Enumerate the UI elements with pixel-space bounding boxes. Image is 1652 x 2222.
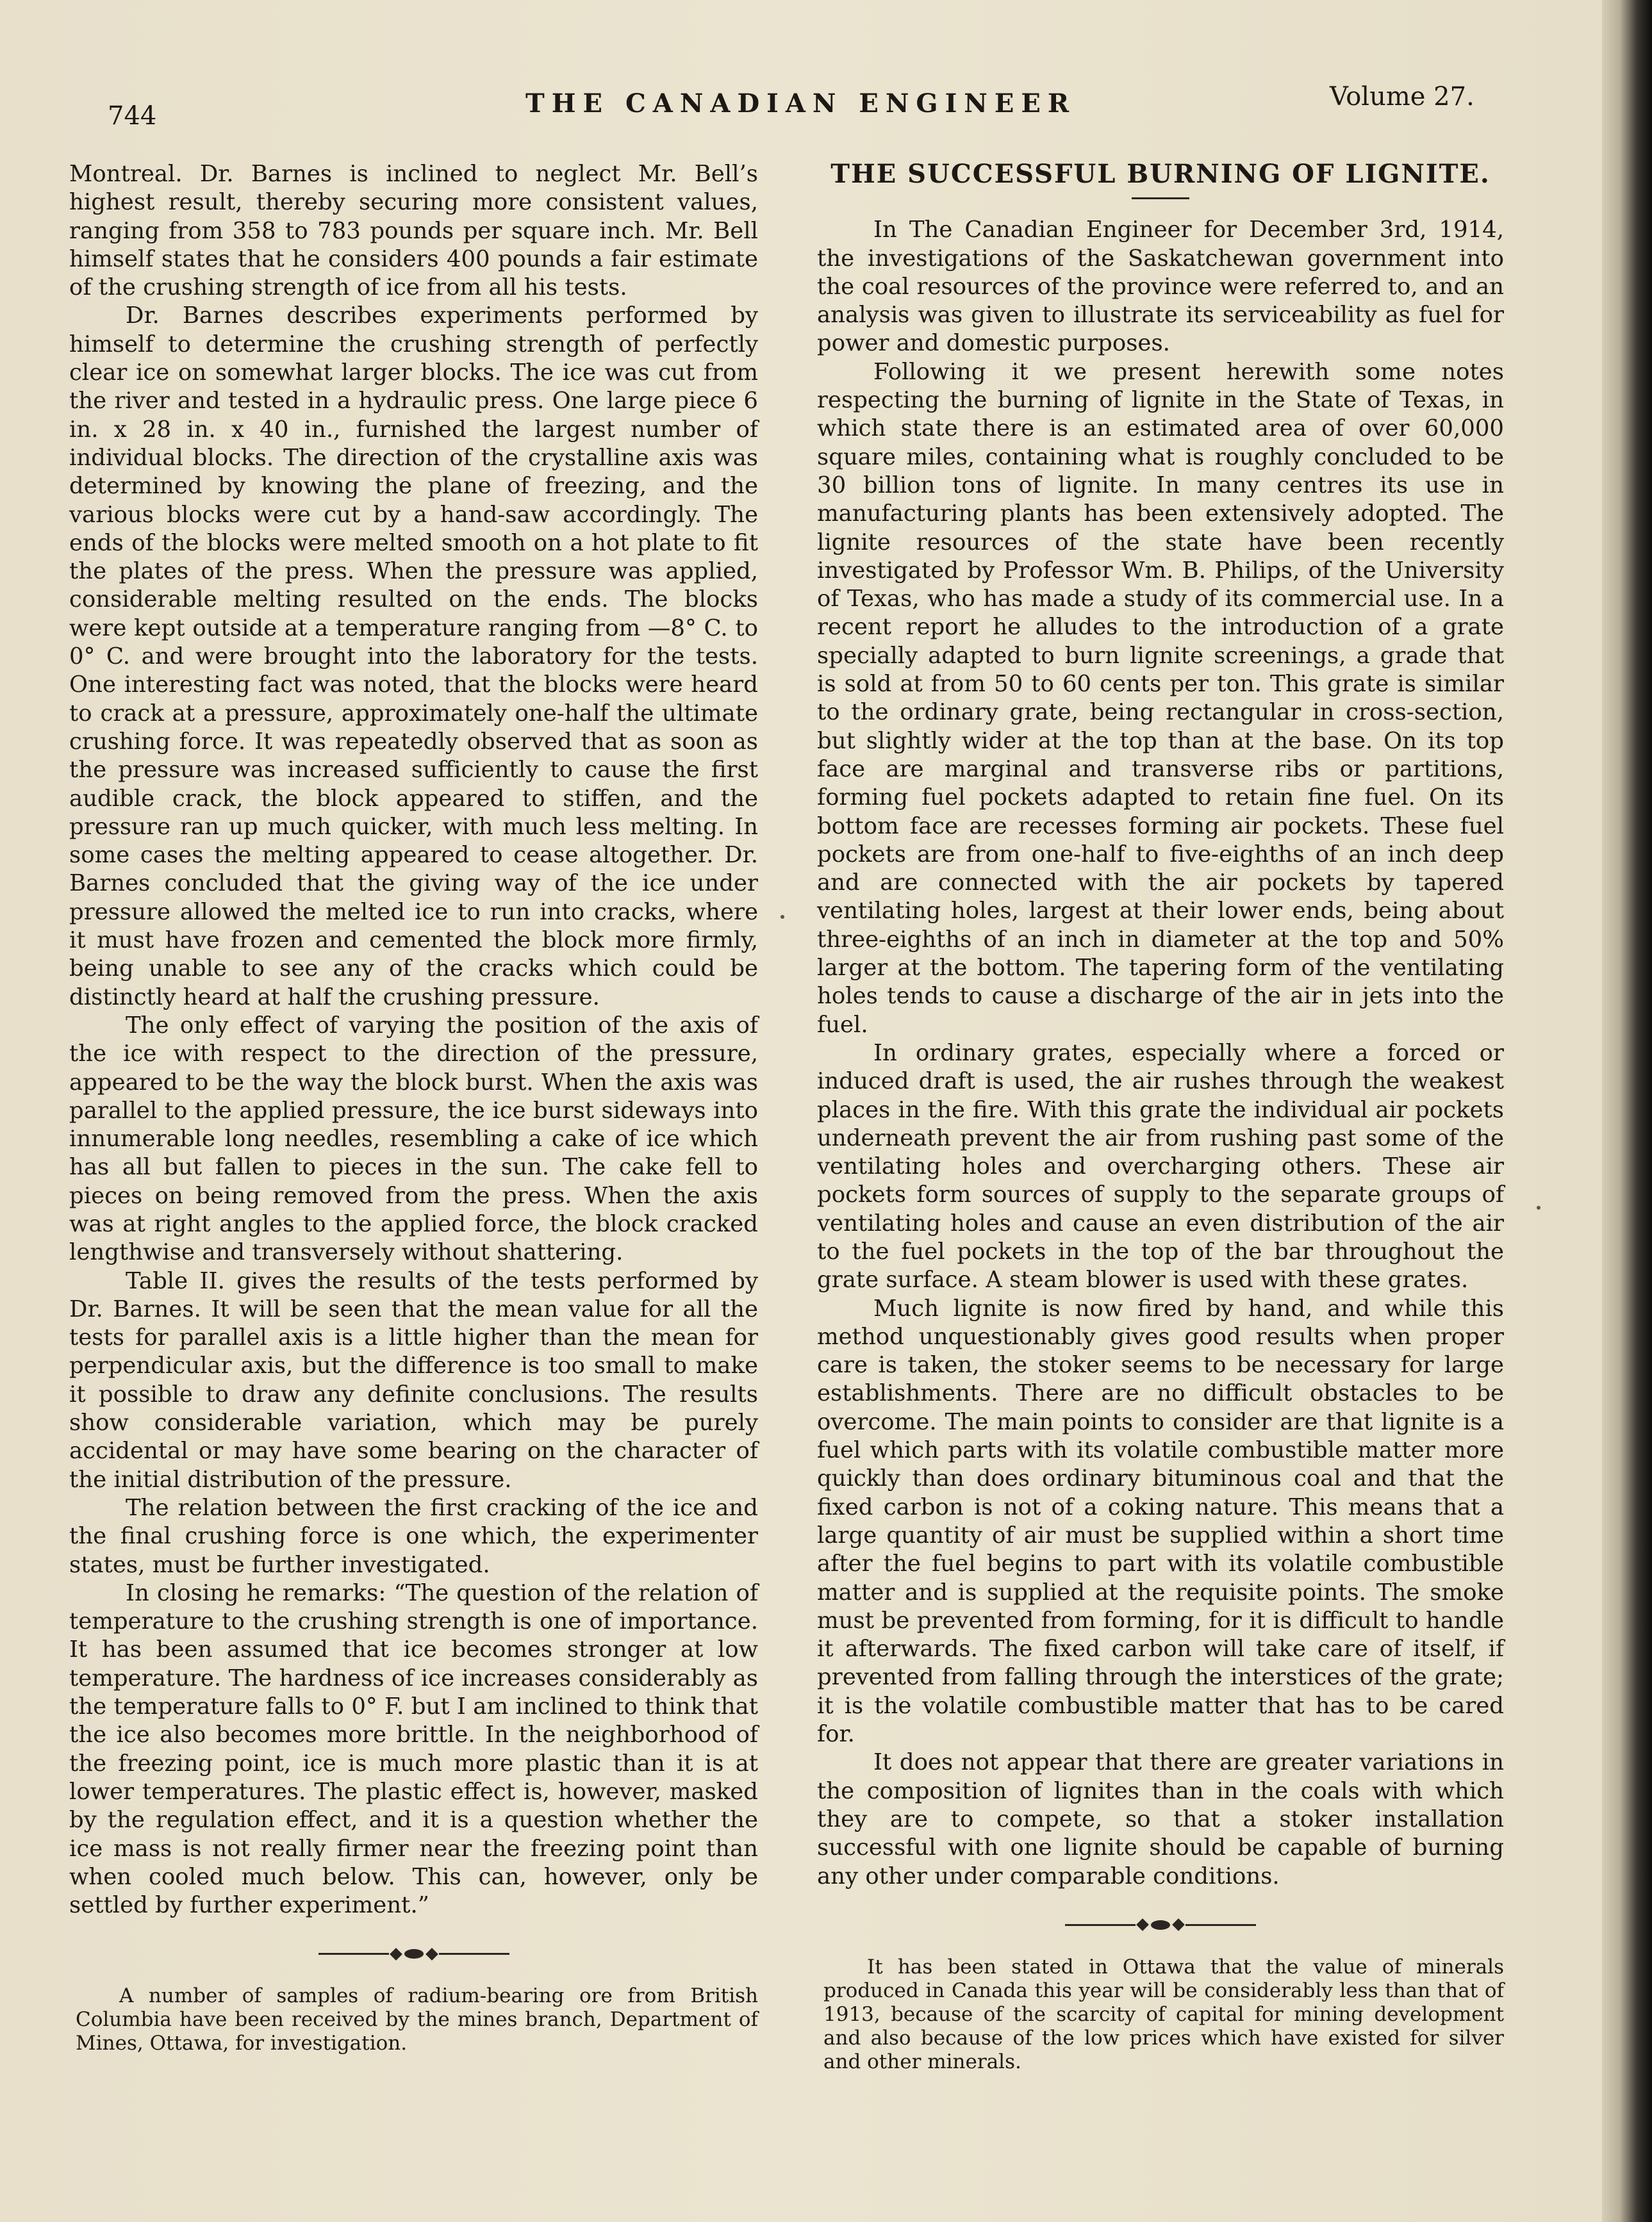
journal-title: THE CANADIAN ENGINEER [525,88,1077,119]
note-text: It has been stated in Ottawa that the value of minerals produced in Canada this year will be considerably less than that of 1913, because of the scarcity of capital for mining development and also because of the low prices which have existed for silver and other minerals. [823,1955,1504,2073]
print-speck [781,915,784,919]
paragraph: The only effect of varying the position of the axis of the ice with respect to the direction of the pressure, appeared to be the way the block burst. When the axis was parallel to the applied pressure, the ice burst sideways into innumerable long needles, resembling a cake of ice which has all but fallen to pieces in the sun. The cake fell to pieces on being removed from the press. When the axis was at right angles to the applied force, the block cracked lengthwise and transversely without shattering. [69,1012,758,1266]
paragraph: It does not appear that there are greater variations in the composition of lignites than in the coals with which they are to compete, so that a stoker installation successful with one lignite should be capable of burning any other under comparable conditions. [817,1749,1504,1889]
paragraph: Montreal. Dr. Barnes is inclined to neglect Mr. Bell’s highest result, thereby securing more consistent values, ranging from 358 to 783 pounds per square inch. Mr. Bell himself states that he considers 400 pounds a fair estimate of the crushing strength of ice from all his tests. [69,161,758,301]
paragraph: Following it we present herewith some notes respecting the burning of lignite in the State of Texas, in which state there is an estimated area of over 60,000 square miles, containing what is roughly concluded to be 30 billion tons of lignite. In many centres its use in manufacturing plants has been extensively adopted. The lignite resources of the state have been recently investigated by Professor Wm. B. Philips, of the University of Texas, who has made a study of its commercial use. In a recent report he alludes to the introduction of a grate specially adapted to burn lignite screenings, a grade that is sold at from 50 to 60 cents per ton. This grate is similar to the ordinary grate, being rectangular in cross-section, but slightly wider at the top than at the base. On its top face are marginal and transverse ribs or partitions, forming fuel pockets adapted to retain fine fuel. On its bottom face are recesses forming air pockets. These fuel pockets are from one-half to five-eighths of an inch deep and are connected with the air pockets by tapered ventilating holes, largest at their lower ends, being about three-eighths of an inch in diameter at the top and 50% larger at the bottom. The tapering form of the ventilating holes tends to cause a discharge of the air in jets into the fuel. [817,358,1504,1038]
news-note [69,1984,758,2055]
paragraph: Dr. Barnes describes experiments performed by himself to determine the crushing strength of perfectly clear ice on somewhat larger blocks. The ice was cut from the river and tested in a hydraulic press. One large piece 6 in. x 28 in. x 40 in., furnished the largest number of individual blocks. The direction of the crystalline axis was determined by knowing the plane of freezing, and the various blocks were cut by a hand-saw accordingly. The ends of the blocks were melted smooth on a hot plate to fit the plates of the press. When the pressure was applied, considerable melting resulted on the ends. The blocks were kept outside at a temperature ranging from —8° C. to 0° C. and were brought into the laboratory for the tests. One interesting fact was noted, that the blocks were heard to crack at a pressure, approximately one-half the ultimate crushing force. It was repeatedly observed that as soon as the pressure was increased sufficiently to cause the first audible crack, the block appeared to stiffen, and the pressure ran up much quicker, with much less melting. In some cases the melting appeared to cease altogether. Dr. Barnes concluded that the giving way of the ice under pressure allowed the melted ice to run into cracks, where it must have frozen and cemented the block more firmly, being unable to see any of the cracks which could be distinctly heard at half the crushing pressure. [69,302,758,1010]
section-divider [817,1920,1504,1930]
left-column [69,160,758,2055]
page-number: 744 [108,101,157,131]
paragraph: The relation between the first cracking of the ice and the final crushing force is one which, the experimenter states, must be further investigated. [69,1494,758,1578]
volume-label: Volume 27. [1330,82,1474,111]
section-divider [69,1949,758,1959]
news-note [817,1955,1504,2074]
paragraph: In closing he remarks: “The question of the relation of temperature to the crushing strength is one of importance. It has been assumed that ice becomes stronger at low temperature. The hardness of ice increases considerably as the temperature falls to 0° F. but I am inclined to think that the ice also becomes more brittle. In the neighborhood of the freezing point, ice is much more plastic than it is at lower temperatures. The plastic effect is, however, masked by the regulation effect, and it is a question whether the ice mass is not really firmer near the freezing point than when cooled much below. This can, however, only be settled by further experiment.” [69,1579,758,1919]
paragraph: In ordinary grates, especially where a forced or induced draft is used, the air rushes through the weakest places in the fire. With this grate the individual air pockets underneath prevent the air from rushing past some of the ventilating holes and overcharging others. These air pockets form sources of supply to the separate groups of ventilating holes and cause an even distribution of the air to the fuel pockets in the top of the bar throughout the grate surface. A steam blower is used with these grates. [817,1039,1504,1294]
article-title: THE SUCCESSFUL BURNING OF LIGNITE. [830,159,1491,189]
book-gutter [1602,0,1652,2222]
paragraph: Much lignite is now fired by hand, and while this method unquestionably gives good results when proper care is taken, the stoker seems to be necessary for large establishments. There are no difficult obstacles to be overcome. The main points to consider are that lignite is a fuel which parts with its volatile combustible matter more quickly than does ordinary bituminous coal and that the fixed carbon is not of a coking nature. This means that a large quantity of air must be supplied within a short time after the fuel begins to part with its volatile combustible matter and is supplied at the requisite points. The smoke must be prevented from forming, for it is difficult to handle it afterwards. The fixed carbon will take care of itself, if prevented from falling through the interstices of the grate; it is the volatile combustible matter that has to be cared for. [817,1295,1504,1748]
paragraph: In The Canadian Engineer for December 3rd, 1914, the investigations of the Saskatchewan government into the coal resources of the province were referred to, and an analysis was given to illustrate its serviceability as fuel for power and domestic purposes. [817,217,1504,357]
page-header [0,82,1602,131]
paragraph: Table II. gives the results of the tests performed by Dr. Barnes. It will be seen that the mean value for all the tests for parallel axis is a little higher than the mean for perpendicular axis, but the difference is too small to make it possible to draw any definite conclusions. The results show considerable variation, which may be purely accidental or may have some bearing on the character of the initial distribution of the pressure. [69,1267,758,1493]
right-column [817,160,1504,2074]
title-rule [1132,197,1189,199]
note-text: A number of samples of radium-bearing ore from British Columbia have been received by the mines branch, Department of Mines, Ottawa, for investigation. [76,1984,758,2055]
print-speck [1537,1206,1540,1210]
